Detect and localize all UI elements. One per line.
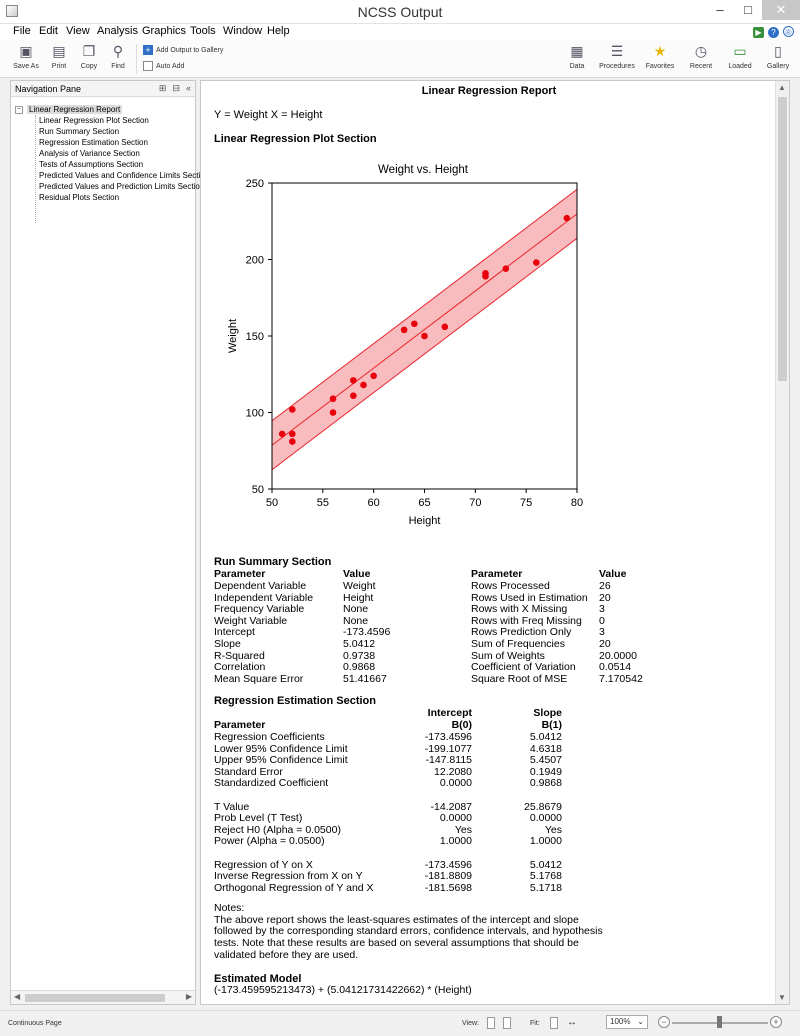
fit-width-icon[interactable]: ↔ (567, 1017, 577, 1028)
play-icon[interactable]: ▶ (753, 27, 764, 38)
table-cell: Square Root of MSE (471, 672, 568, 685)
gallery-button[interactable]: ▯ Gallery (766, 43, 790, 70)
add-output-to-gallery-button[interactable]: + Add Output to Gallery (143, 45, 223, 55)
single-page-view-icon[interactable] (487, 1017, 495, 1029)
scroll-thumb[interactable] (25, 994, 165, 1002)
table-cell: 3 (599, 626, 605, 639)
data-point (289, 431, 296, 438)
scroll-thumb[interactable] (778, 97, 787, 381)
table-cell: 0.9738 (343, 649, 376, 662)
column-header: Intercept (427, 707, 472, 719)
auto-add-checkbox[interactable]: Auto Add (143, 61, 184, 71)
page-mode-label: Continuous Page (8, 1020, 62, 1027)
find-icon: ⚲ (112, 43, 124, 59)
table-cell: 5.0412 (529, 858, 562, 871)
nav-horizontal-scrollbar[interactable] (11, 990, 195, 1004)
x-axis-label: Height (408, 515, 441, 527)
table-cell: Upper 95% Confidence Limit (214, 754, 348, 767)
table-cell: Independent Variable (214, 591, 314, 604)
scroll-down-icon[interactable]: ▼ (778, 993, 786, 1002)
zoom-in-icon[interactable]: + (770, 1016, 782, 1028)
menu-window[interactable]: Window (223, 25, 263, 37)
recent-button[interactable]: ◷ Recent (689, 43, 713, 70)
table-cell: Regression of Y on X (214, 858, 313, 871)
table-row (214, 754, 574, 766)
estimation-section-title: Regression Estimation Section (214, 695, 376, 707)
checkbox-icon (143, 61, 153, 71)
table-row (214, 801, 574, 813)
estimated-model-equation: (-173.459595213473) + (5.04121731422662) * (Height) (214, 984, 472, 996)
table-row (214, 777, 574, 789)
table-cell: Yes (454, 823, 472, 836)
table-cell: Reject H0 (Alpha = 0.0500) (214, 823, 341, 836)
table-cell: 20 (599, 638, 611, 650)
data-point (279, 431, 286, 438)
table-cell: Coefficient of Variation (471, 661, 576, 674)
data-point (503, 265, 510, 272)
column-header: Slope (533, 707, 562, 719)
table-cell: Slope (214, 638, 241, 650)
table-cell: Standardized Coefficient (214, 777, 329, 790)
column-header: B(1) (541, 719, 562, 731)
table-cell: -14.2087 (430, 800, 472, 813)
regression-chart (221, 81, 621, 541)
data-point (421, 333, 428, 340)
table-cell: 5.0412 (529, 731, 562, 743)
table-cell: Orthogonal Regression of Y and X (214, 881, 374, 894)
toolbar (0, 40, 800, 78)
copy-button[interactable]: ❐ Copy (80, 43, 98, 70)
navigation-pane-header (11, 81, 195, 97)
upper-limit-line (272, 189, 577, 420)
table-row (214, 835, 574, 847)
table-cell: -173.4596 (424, 858, 472, 871)
y-axis-label: Weight (227, 318, 239, 354)
table-cell: Rows with X Missing (471, 603, 568, 616)
table-cell: Dependent Variable (214, 580, 307, 592)
print-button[interactable]: ▤ Print (51, 43, 67, 70)
table-cell: 5.1718 (529, 881, 562, 894)
scroll-left-icon[interactable]: ◀ (14, 992, 21, 1001)
tree-node[interactable]: Tests of Assumptions Section (39, 160, 144, 169)
table-cell: 5.4507 (529, 754, 562, 767)
data-point (360, 382, 367, 389)
zoom-out-icon[interactable]: − (658, 1016, 670, 1028)
view-label: View: (462, 1020, 479, 1027)
hide-pane-icon[interactable]: « (185, 83, 191, 93)
save-icon: ▣ (19, 43, 33, 59)
table-row (214, 812, 574, 824)
loaded-button[interactable]: ▭ Loaded (728, 43, 752, 70)
minimize-button[interactable]: – (716, 2, 724, 17)
table-cell: Sum of Weights (471, 649, 545, 662)
table-row (214, 824, 574, 836)
table-cell: 0.0514 (599, 661, 632, 674)
find-button[interactable]: ⚲ Find (111, 43, 125, 70)
table-cell: Intercept (214, 626, 255, 639)
table-cell: 25.8679 (524, 800, 562, 813)
menu-graphics[interactable]: Graphics (142, 25, 187, 37)
two-page-view-icon[interactable] (503, 1017, 511, 1029)
table-cell: Weight Variable (214, 614, 288, 627)
chart-title: Weight vs. Height (378, 164, 468, 176)
print-icon: ▤ (52, 43, 66, 59)
table-cell: Correlation (214, 661, 266, 674)
menu-view[interactable]: View (66, 25, 90, 37)
table-cell: 20 (599, 591, 611, 604)
data-point (350, 377, 357, 384)
table-cell: Sum of Frequencies (471, 638, 565, 650)
table-cell: 7.170542 (599, 672, 643, 685)
table-cell: Lower 95% Confidence Limit (214, 742, 348, 755)
status-bar (0, 1010, 800, 1036)
table-cell: 12.2080 (434, 765, 472, 778)
x-tick-label: 65 (418, 497, 431, 509)
table-row (214, 870, 574, 882)
table-cell: 5.0412 (343, 638, 376, 650)
data-point (289, 406, 296, 413)
favorites-button[interactable]: ★ Favorites (645, 43, 675, 70)
table-cell: -173.4596 (424, 731, 472, 743)
x-tick-label: 50 (265, 497, 279, 509)
menu-tools[interactable]: Tools (190, 25, 216, 37)
data-point (533, 259, 540, 266)
table-cell: Frequency Variable (214, 603, 305, 616)
save-as-button[interactable]: ▣ Save As (13, 43, 39, 70)
data-point (370, 372, 377, 379)
table-cell: Regression Coefficients (214, 731, 325, 743)
data-point (330, 395, 337, 402)
maximize-button[interactable]: □ (744, 2, 752, 17)
table-cell: -199.1077 (424, 742, 472, 755)
title-bar (0, 0, 800, 24)
report-pane (200, 80, 790, 1005)
table-row (214, 766, 574, 778)
data-point (289, 438, 296, 445)
table-cell: Rows with Freq Missing (471, 614, 582, 627)
fit-label: Fit: (530, 1020, 540, 1027)
regression-line (272, 214, 577, 445)
table-cell: R-Squared (214, 649, 265, 662)
plot-section-title: Linear Regression Plot Section (214, 133, 377, 145)
tree-node[interactable]: Run Summary Section (39, 127, 120, 136)
model-variables-line: Y = Weight X = Height (214, 109, 323, 121)
star-icon: ★ (653, 43, 667, 59)
estimated-model-title: Estimated Model (214, 973, 302, 985)
table-cell: -181.8809 (424, 870, 472, 883)
table-cell: 0 (599, 614, 605, 627)
column-header: Value (343, 568, 371, 580)
copy-icon: ❐ (82, 43, 96, 59)
table-cell: Inverse Regression from X on Y (214, 870, 363, 883)
navigation-pane (10, 80, 201, 1005)
menu-file[interactable]: File (13, 25, 31, 37)
x-axis-ticks (266, 489, 583, 509)
report-title: Linear Regression Report (421, 85, 557, 97)
data-point (350, 392, 357, 399)
table-cell: T Value (214, 800, 250, 813)
table-row (214, 882, 574, 894)
table-row (214, 859, 574, 871)
table-cell: 0.9868 (343, 661, 376, 674)
table-cell: Rows Used in Estimation (471, 591, 588, 604)
y-tick-label: 50 (251, 484, 264, 496)
tree-node[interactable]: Predicted Values and Prediction Limits Sectio (39, 182, 200, 191)
data-point (401, 327, 408, 334)
zoom-select[interactable]: 100% ⌄ (606, 1015, 648, 1029)
tree-node-root[interactable]: Linear Regression Report (29, 105, 121, 114)
info-icon[interactable]: ® (783, 26, 794, 37)
tree-node[interactable]: Analysis of Variance Section (39, 149, 140, 158)
table-cell: 1.0000 (439, 835, 472, 848)
clock-icon: ◷ (694, 43, 708, 59)
lower-limit-line (272, 238, 577, 469)
scroll-up-icon[interactable]: ▲ (778, 83, 786, 92)
table-cell: Prob Level (T Test) (214, 812, 303, 825)
x-tick-label: 80 (570, 497, 584, 509)
y-tick-label: 150 (245, 331, 264, 343)
loaded-icon: ▭ (733, 43, 747, 59)
data-button[interactable]: ▦ Data (569, 43, 585, 70)
data-point (330, 409, 337, 416)
column-header: Value (599, 568, 627, 580)
data-point (564, 215, 571, 222)
table-cell: Standard Error (214, 765, 283, 778)
data-point (411, 320, 418, 327)
table-cell: -173.4596 (343, 626, 391, 639)
collapse-all-icon[interactable]: ⊟ (172, 83, 180, 93)
table-cell: 26 (599, 580, 611, 592)
menu-help[interactable]: Help (267, 25, 290, 37)
window-title: NCSS Output (357, 4, 443, 20)
data-point (442, 324, 449, 331)
x-tick-label: 70 (469, 497, 482, 509)
notes-label: Notes: (214, 902, 245, 914)
run-summary-title: Run Summary Section (214, 556, 332, 568)
table-cell: Power (Alpha = 0.0500) (214, 835, 325, 848)
table-cell: None (343, 603, 369, 616)
table-row (214, 743, 574, 755)
procedures-icon: ☰ (610, 43, 624, 59)
x-tick-label: 55 (316, 497, 329, 509)
column-header: Parameter (214, 719, 266, 731)
table-cell: 0.0000 (439, 812, 472, 825)
collapse-icon[interactable]: − (16, 106, 22, 113)
report-vertical-scrollbar[interactable] (775, 81, 789, 1004)
tree-node[interactable]: Predicted Values and Confidence Limits Secti (39, 171, 201, 180)
table-cell: 3 (599, 603, 605, 616)
table-cell: None (343, 614, 369, 627)
table-cell: Rows Processed (471, 580, 550, 592)
table-cell: -147.8115 (425, 754, 472, 767)
table-cell: Weight (343, 580, 376, 592)
table-cell: 0.1949 (529, 765, 562, 778)
zoom-slider-thumb[interactable] (717, 1016, 722, 1028)
table-cell: 20.0000 (599, 649, 637, 662)
tree-node[interactable]: Linear Regression Plot Section (39, 116, 149, 125)
table-cell: 0.0000 (439, 777, 472, 790)
close-button[interactable]: ✕ (762, 0, 800, 20)
table-cell: Rows Prediction Only (471, 626, 572, 639)
menu-edit[interactable]: Edit (39, 25, 58, 37)
table-cell: Yes (544, 823, 562, 836)
expand-all-icon[interactable]: ⊞ (158, 83, 167, 93)
data-point (482, 270, 489, 277)
table-cell: Mean Square Error (214, 672, 304, 685)
column-header: Parameter (214, 568, 266, 580)
table-cell: 4.6318 (529, 742, 562, 755)
menu-bar (0, 24, 800, 40)
fit-height-icon[interactable] (550, 1017, 558, 1029)
x-tick-label: 60 (367, 497, 380, 509)
procedures-button[interactable]: ☰ Procedures (599, 43, 635, 70)
table-cell: 5.1768 (529, 870, 562, 883)
x-tick-label: 75 (520, 497, 533, 509)
navigation-pane-title: Navigation Pane (15, 84, 82, 94)
help-icon[interactable]: ? (768, 27, 779, 38)
y-tick-label: 250 (245, 178, 264, 190)
notes-text: The above report shows the least-squares estimates of the intercept and slope followed by the corresponding standard errors, confidence intervals, and hypothesis tests. Note that these results are based on several assumptions that should be validated before they are used. (214, 913, 603, 961)
table-cell: 0.9868 (529, 777, 562, 790)
tree-node[interactable]: Regression Estimation Section (39, 138, 148, 147)
y-tick-label: 200 (245, 254, 264, 267)
table-cell: -181.5698 (424, 881, 472, 894)
gallery-icon: ▯ (774, 43, 782, 59)
table-cell: 1.0000 (529, 835, 562, 848)
scroll-right-icon[interactable]: ▶ (185, 992, 192, 1001)
add-icon: + (143, 45, 153, 55)
table-cell: Height (343, 591, 374, 604)
tree-node[interactable]: Residual Plots Section (39, 193, 120, 202)
table-row (214, 731, 574, 743)
column-header: B(0) (451, 719, 472, 731)
data-icon: ▦ (570, 43, 584, 59)
y-axis-ticks (246, 178, 272, 496)
table-cell: 51.41667 (343, 672, 387, 685)
notes-block (214, 903, 614, 962)
y-tick-label: 100 (245, 407, 264, 420)
column-header: Parameter (471, 568, 523, 580)
table-cell: 0.0000 (529, 812, 562, 825)
menu-analysis[interactable]: Analysis (97, 25, 138, 37)
